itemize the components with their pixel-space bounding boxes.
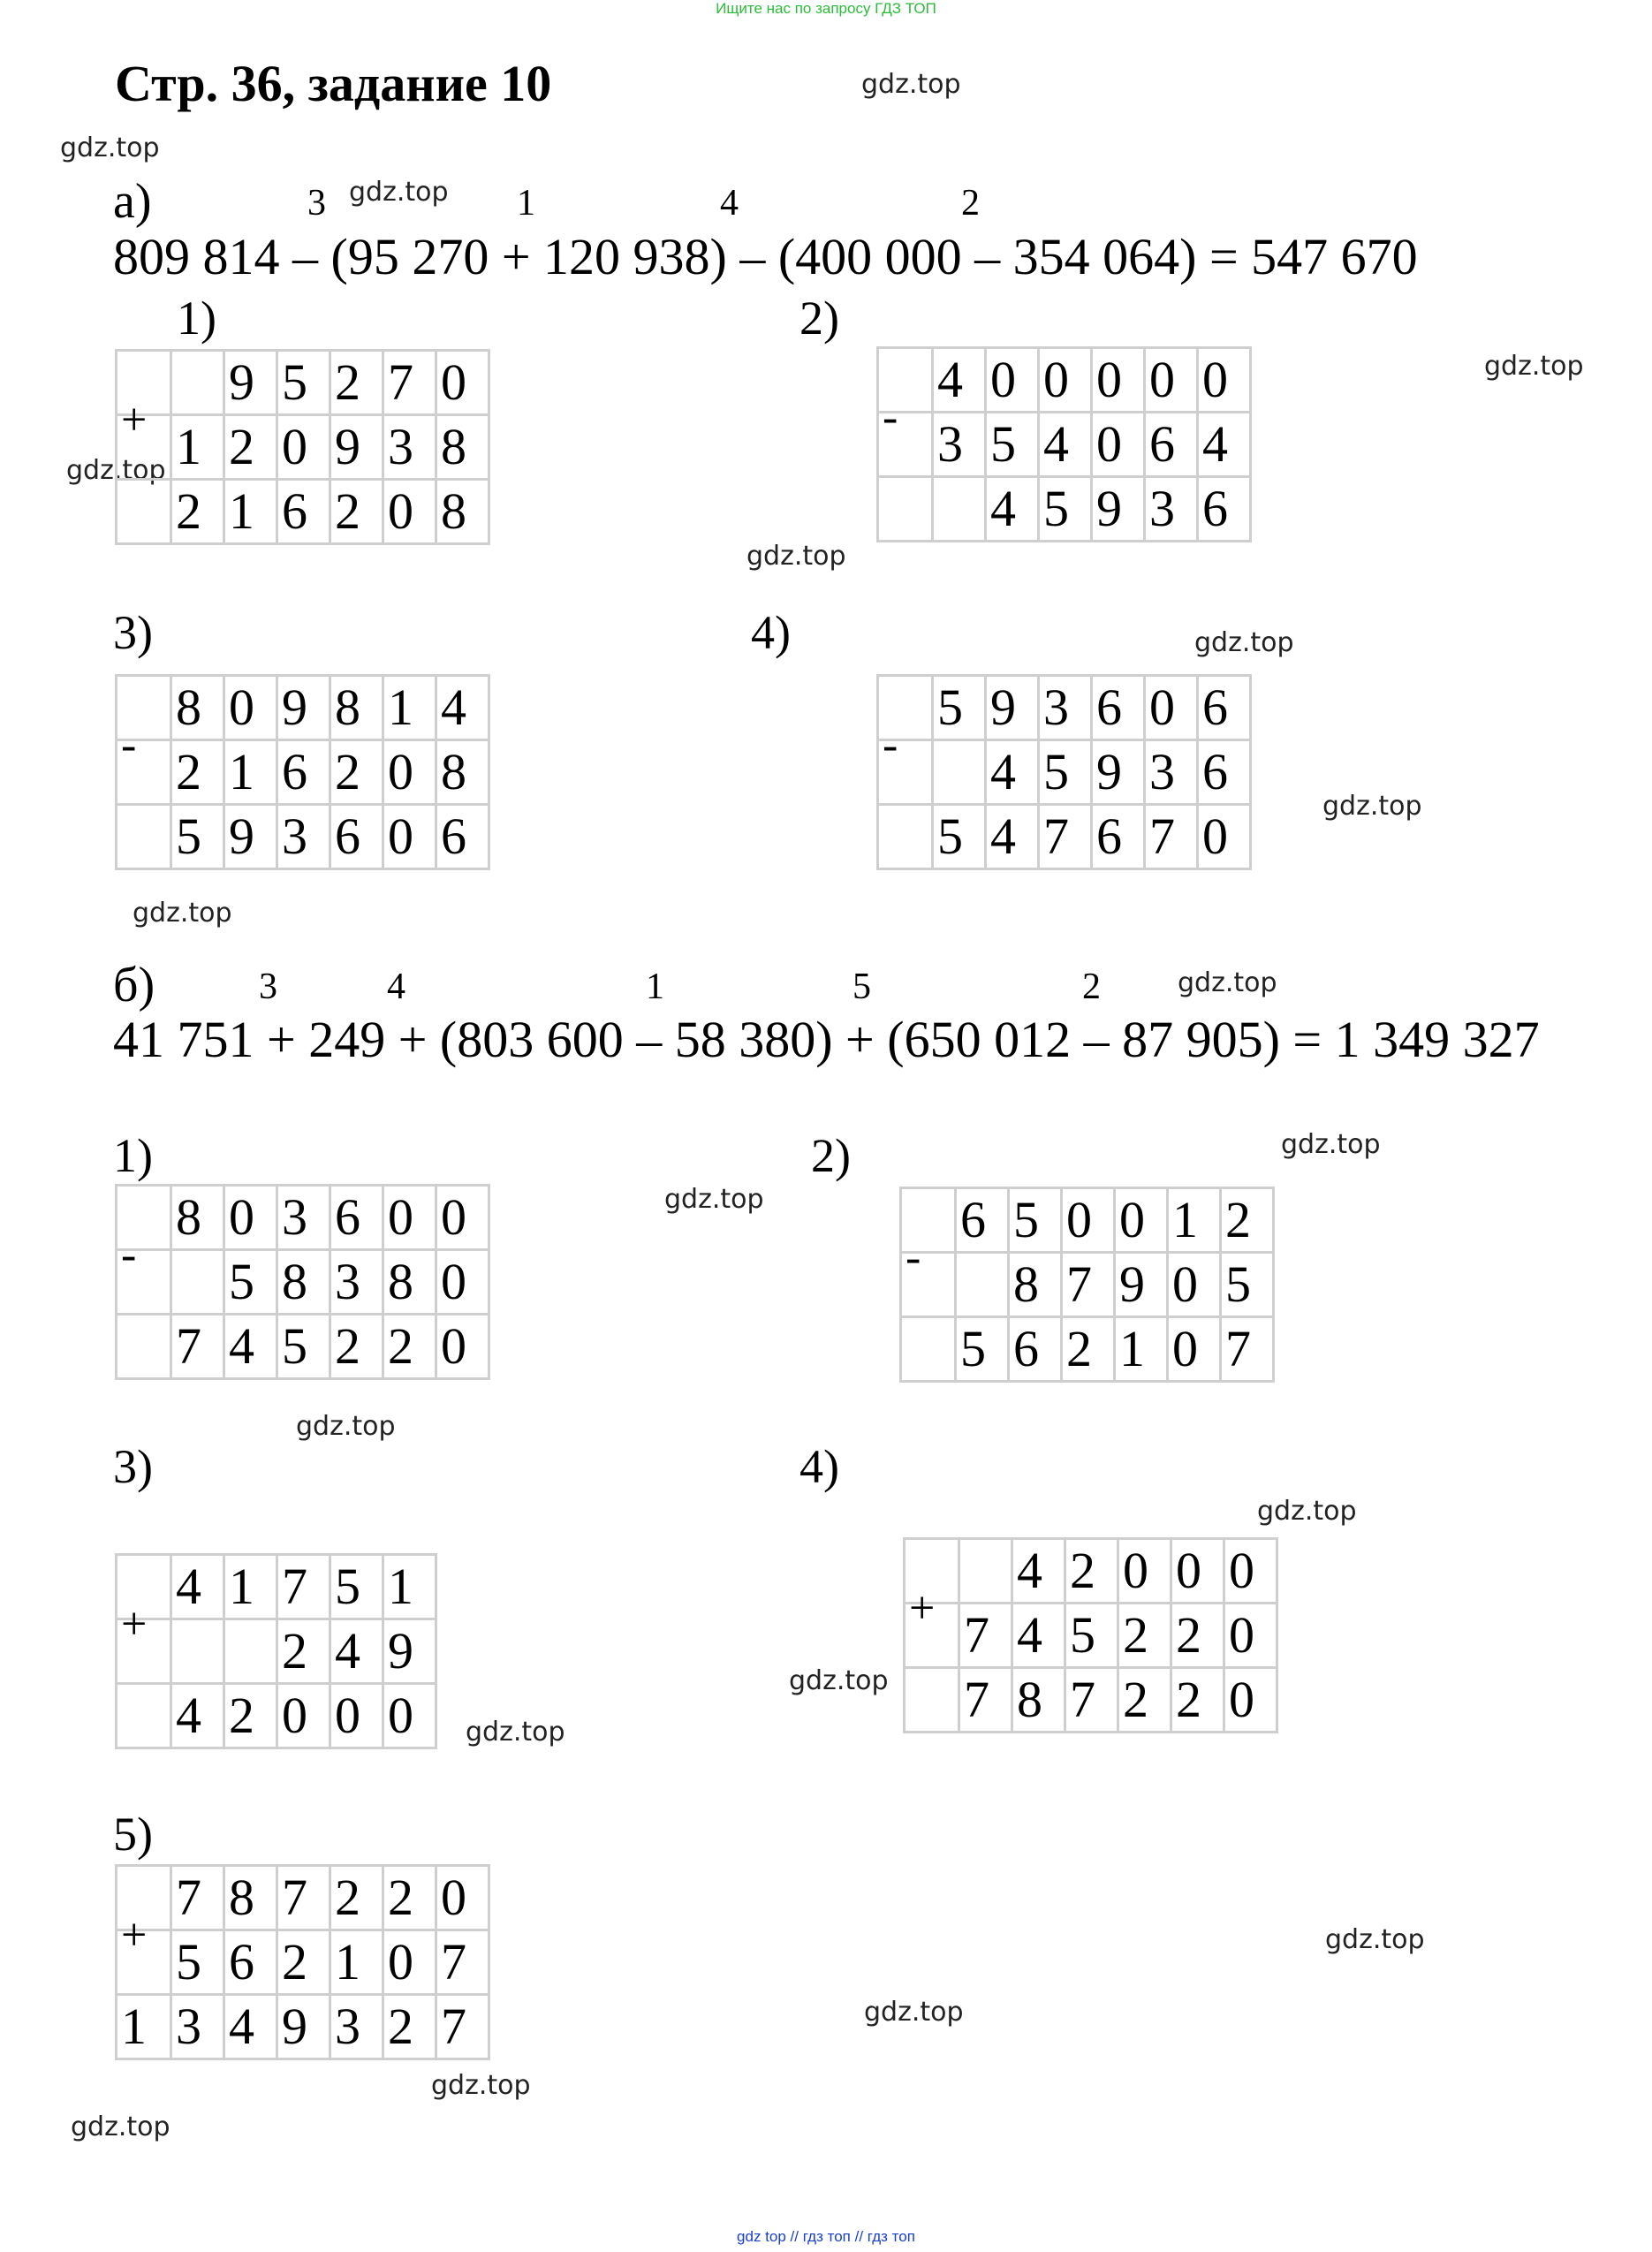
digit-cell: 0: [1062, 1188, 1115, 1253]
digit-cell: 0: [1118, 1539, 1171, 1604]
digit-cell: 8: [1012, 1668, 1065, 1733]
digit-cell: 5: [277, 351, 330, 415]
digit-cell: 8: [383, 1250, 436, 1315]
digit-cell: 6: [1145, 413, 1198, 477]
digit-cell: 9: [1115, 1253, 1168, 1317]
digit-cell: 3: [277, 1186, 330, 1250]
digit-cell: 1: [383, 676, 436, 740]
watermark: gdz.top: [789, 1665, 889, 1696]
watermark: gdz.top: [1178, 967, 1277, 998]
digit-cell: 7: [1145, 805, 1198, 869]
operator-sign: +: [117, 415, 171, 480]
operand-row: [117, 676, 489, 740]
digit-cell: 2: [1065, 1539, 1118, 1604]
digit-cell: 2: [224, 1684, 277, 1748]
digit-cell: 5: [986, 413, 1039, 477]
digit-cell: 2: [277, 1930, 330, 1995]
digit-cell: 7: [959, 1604, 1012, 1668]
digit-cell: 0: [383, 1186, 436, 1250]
digit-cell: 5: [330, 1555, 383, 1619]
operand-row: [117, 1619, 436, 1684]
digit-cell: [171, 351, 224, 415]
column-calc-b5: [115, 1864, 490, 2060]
column-calc-b4: [903, 1537, 1278, 1733]
step-label: 1): [177, 292, 216, 345]
digit-cell: 6: [1092, 676, 1145, 740]
digit-cell: 2: [383, 1866, 436, 1930]
digit-cell: 1: [224, 740, 277, 805]
digit-cell: 0: [277, 1684, 330, 1748]
digit-cell: 4: [224, 1995, 277, 2059]
digit-cell: 3: [1145, 740, 1198, 805]
digit-cell: 5: [171, 1930, 224, 1995]
result-row: [878, 805, 1251, 869]
digit-cell: 2: [1171, 1604, 1224, 1668]
part-b-label: б): [113, 958, 155, 1012]
operand-row: [117, 351, 489, 415]
digit-cell: 0: [436, 1866, 489, 1930]
operator-cell: [117, 480, 171, 544]
digit-cell: 5: [1009, 1188, 1062, 1253]
digit-cell: 2: [224, 415, 277, 480]
digit-cell: 0: [383, 1930, 436, 1995]
digit-cell: 6: [1092, 805, 1145, 869]
digit-cell: 3: [933, 413, 986, 477]
operator-cell: [878, 805, 933, 869]
operand-row: [878, 676, 1251, 740]
digit-cell: 8: [224, 1866, 277, 1930]
digit-cell: 8: [1009, 1253, 1062, 1317]
digit-cell: 2: [1062, 1317, 1115, 1382]
digit-cell: 9: [383, 1619, 436, 1684]
digit-cell: 4: [933, 348, 986, 413]
order-number: 4: [720, 183, 739, 224]
digit-cell: 7: [1065, 1668, 1118, 1733]
digit-cell: 0: [224, 676, 277, 740]
operand-row: [117, 1866, 489, 1930]
digit-cell: 7: [277, 1866, 330, 1930]
digit-cell: [171, 1619, 224, 1684]
digit-cell: 9: [224, 351, 277, 415]
digit-cell: 0: [383, 1684, 436, 1748]
digit-cell: 3: [277, 805, 330, 869]
digit-cell: 1: [224, 1555, 277, 1619]
watermark: gdz.top: [746, 541, 846, 572]
operator-sign: -: [117, 1250, 171, 1315]
digit-cell: 7: [959, 1668, 1012, 1733]
digit-cell: 2: [383, 1995, 436, 2059]
operator-cell: [117, 1315, 171, 1379]
digit-cell: 2: [171, 740, 224, 805]
digit-cell: 9: [224, 805, 277, 869]
column-calc-b1: [115, 1184, 490, 1380]
digit-cell: 7: [1062, 1253, 1115, 1317]
result-row: [117, 1684, 436, 1748]
operator-cell: [117, 1684, 171, 1748]
digit-cell: 2: [1118, 1668, 1171, 1733]
digit-cell: 2: [1118, 1604, 1171, 1668]
column-calc-a1: [115, 349, 490, 545]
digit-cell: 0: [383, 805, 436, 869]
operator-cell: [878, 477, 933, 542]
footer-link[interactable]: гдз топ: [802, 2228, 851, 2245]
digit-cell: 4: [1198, 413, 1251, 477]
digit-cell: 7: [277, 1555, 330, 1619]
digit-cell: 5: [277, 1315, 330, 1379]
operator-sign: -: [117, 740, 171, 805]
digit-cell: 9: [277, 676, 330, 740]
digit-cell: 0: [1145, 676, 1198, 740]
result-row: [117, 480, 489, 544]
digit-cell: 4: [1012, 1539, 1065, 1604]
digit-cell: [933, 477, 986, 542]
result-row: [905, 1668, 1277, 1733]
operator-sign: +: [117, 1619, 171, 1684]
digit-cell: 0: [1115, 1188, 1168, 1253]
digit-cell: 6: [1198, 477, 1251, 542]
column-calc-b3: [115, 1553, 437, 1749]
digit-cell: [171, 1250, 224, 1315]
digit-cell: 0: [277, 415, 330, 480]
digit-cell: 3: [171, 1995, 224, 2059]
column-calc-a4: [876, 674, 1252, 870]
step-label: 4): [751, 606, 791, 659]
watermark: gdz.top: [60, 133, 160, 163]
column-calc-a3: [115, 674, 490, 870]
digit-cell: 3: [1145, 477, 1198, 542]
footer-link[interactable]: gdz top: [737, 2228, 786, 2245]
digit-cell: 9: [986, 676, 1039, 740]
digit-cell: 0: [436, 1250, 489, 1315]
step-label: 3): [113, 1440, 153, 1493]
digit-cell: 4: [171, 1555, 224, 1619]
digit-cell: 9: [1092, 740, 1145, 805]
part-a-label: а): [113, 174, 152, 229]
digit-cell: 5: [1221, 1253, 1274, 1317]
digit-cell: 6: [436, 805, 489, 869]
operand-row: [901, 1253, 1274, 1317]
watermark: gdz.top: [296, 1411, 396, 1442]
watermark: gdz.top: [66, 455, 166, 486]
operand-row: [878, 348, 1251, 413]
watermark: gdz.top: [1257, 1496, 1357, 1527]
watermark: gdz.top: [1281, 1129, 1381, 1160]
operator-cell: [117, 805, 171, 869]
footer-separator: //: [854, 2228, 864, 2245]
footer-link[interactable]: гдз топ: [867, 2228, 915, 2245]
digit-cell: 0: [1224, 1539, 1277, 1604]
operand-row: [901, 1188, 1274, 1253]
digit-cell: 5: [224, 1250, 277, 1315]
digit-cell: 6: [224, 1930, 277, 1995]
digit-cell: 4: [1039, 413, 1092, 477]
digit-cell: 7: [383, 351, 436, 415]
watermark: gdz.top: [1325, 1924, 1425, 1955]
step-label: 3): [113, 606, 153, 659]
digit-cell: 0: [1224, 1668, 1277, 1733]
digit-cell: 2: [330, 1315, 383, 1379]
operator-sign: -: [878, 413, 933, 477]
order-number: 3: [259, 967, 277, 1007]
digit-cell: 7: [1221, 1317, 1274, 1382]
digit-cell: 8: [330, 676, 383, 740]
digit-cell: 1: [330, 1930, 383, 1995]
operator-sign: -: [901, 1253, 956, 1317]
result-row: [117, 805, 489, 869]
digit-cell: 6: [277, 740, 330, 805]
watermark: gdz.top: [71, 2112, 171, 2142]
digit-cell: 0: [436, 1186, 489, 1250]
watermark: gdz.top: [864, 1997, 964, 2028]
digit-cell: 0: [1092, 413, 1145, 477]
operator-cell: [901, 1317, 956, 1382]
column-calc-b2: [899, 1187, 1275, 1383]
order-number: 4: [387, 967, 405, 1007]
digit-cell: 1: [117, 1995, 171, 2059]
digit-cell: 4: [224, 1315, 277, 1379]
digit-cell: 3: [1039, 676, 1092, 740]
digit-cell: 8: [171, 1186, 224, 1250]
digit-cell: 4: [986, 805, 1039, 869]
operand-row: [878, 413, 1251, 477]
result-row: [117, 1995, 489, 2059]
digit-cell: 5: [1065, 1604, 1118, 1668]
order-number: 3: [307, 183, 326, 224]
digit-cell: 6: [330, 1186, 383, 1250]
digit-cell: 6: [1198, 676, 1251, 740]
digit-cell: 0: [1145, 348, 1198, 413]
digit-cell: 3: [383, 415, 436, 480]
digit-cell: [956, 1253, 1009, 1317]
operand-row: [905, 1539, 1277, 1604]
watermark: gdz.top: [664, 1184, 764, 1215]
digit-cell: 8: [277, 1250, 330, 1315]
digit-cell: 9: [1092, 477, 1145, 542]
digit-cell: 8: [171, 676, 224, 740]
digit-cell: 8: [436, 480, 489, 544]
digit-cell: 9: [330, 415, 383, 480]
step-label: 4): [799, 1440, 839, 1493]
order-number: 2: [1082, 967, 1101, 1007]
digit-cell: 2: [1171, 1668, 1224, 1733]
digit-cell: 1: [171, 415, 224, 480]
digit-cell: 5: [1039, 477, 1092, 542]
operator-sign: -: [878, 740, 933, 805]
digit-cell: 2: [383, 1315, 436, 1379]
digit-cell: 2: [171, 480, 224, 544]
digit-cell: [959, 1539, 1012, 1604]
digit-cell: 2: [1221, 1188, 1274, 1253]
watermark: gdz.top: [466, 1717, 565, 1748]
digit-cell: 0: [1092, 348, 1145, 413]
order-number: 2: [961, 183, 980, 224]
watermark: gdz.top: [133, 898, 232, 929]
column-calc-a2: [876, 346, 1252, 542]
operand-row: [117, 415, 489, 480]
digit-cell: 7: [171, 1866, 224, 1930]
order-number: 1: [517, 183, 535, 224]
result-row: [117, 1315, 489, 1379]
digit-cell: 0: [436, 351, 489, 415]
top-banner[interactable]: Ищите нас по запросу ГДЗ ТОП: [716, 0, 936, 17]
digit-cell: 1: [383, 1555, 436, 1619]
watermark: gdz.top: [431, 2070, 531, 2101]
operator-sign: +: [905, 1604, 959, 1668]
digit-cell: 3: [330, 1995, 383, 2059]
digit-cell: 8: [436, 740, 489, 805]
digit-cell: 0: [1198, 348, 1251, 413]
operand-row: [117, 1250, 489, 1315]
operand-row: [117, 1186, 489, 1250]
digit-cell: 2: [277, 1619, 330, 1684]
digit-cell: 7: [436, 1995, 489, 2059]
digit-cell: 5: [171, 805, 224, 869]
step-label: 2): [811, 1129, 851, 1182]
step-label: 2): [799, 292, 839, 345]
operator-sign: +: [117, 1930, 171, 1995]
digit-cell: 0: [1171, 1539, 1224, 1604]
digit-cell: 0: [330, 1684, 383, 1748]
digit-cell: 7: [436, 1930, 489, 1995]
digit-cell: 2: [330, 480, 383, 544]
step-label: 5): [113, 1808, 153, 1861]
digit-cell: 8: [436, 415, 489, 480]
digit-cell: 1: [1168, 1188, 1221, 1253]
digit-cell: 0: [383, 480, 436, 544]
operator-cell: [905, 1668, 959, 1733]
digit-cell: 3: [330, 1250, 383, 1315]
digit-cell: 4: [986, 477, 1039, 542]
order-number: 1: [646, 967, 664, 1007]
digit-cell: 6: [1009, 1317, 1062, 1382]
digit-cell: 4: [436, 676, 489, 740]
operand-row: [117, 740, 489, 805]
watermark: gdz.top: [1194, 627, 1294, 658]
digit-cell: 0: [436, 1315, 489, 1379]
operand-row: [117, 1930, 489, 1995]
digit-cell: 4: [986, 740, 1039, 805]
digit-cell: 0: [1224, 1604, 1277, 1668]
operand-row: [905, 1604, 1277, 1668]
digit-cell: 0: [1168, 1253, 1221, 1317]
digit-cell: 0: [383, 740, 436, 805]
watermark: gdz.top: [1322, 791, 1422, 822]
digit-cell: 4: [1012, 1604, 1065, 1668]
footer-links: [0, 2228, 1652, 2246]
watermark: gdz.top: [861, 69, 961, 100]
digit-cell: 7: [171, 1315, 224, 1379]
digit-cell: 0: [986, 348, 1039, 413]
digit-cell: 9: [277, 1995, 330, 2059]
digit-cell: 6: [277, 480, 330, 544]
operand-row: [878, 740, 1251, 805]
digit-cell: 2: [330, 740, 383, 805]
digit-cell: 6: [1198, 740, 1251, 805]
step-label: 1): [113, 1129, 153, 1182]
digit-cell: 2: [330, 1866, 383, 1930]
digit-cell: 5: [1039, 740, 1092, 805]
watermark: gdz.top: [1484, 351, 1584, 382]
digit-cell: 1: [1115, 1317, 1168, 1382]
digit-cell: 2: [330, 351, 383, 415]
watermark: gdz.top: [349, 177, 449, 208]
footer-separator: //: [790, 2228, 799, 2245]
digit-cell: 4: [171, 1684, 224, 1748]
digit-cell: 5: [956, 1317, 1009, 1382]
order-number: 5: [853, 967, 871, 1007]
digit-cell: 0: [224, 1186, 277, 1250]
digit-cell: 7: [1039, 805, 1092, 869]
digit-cell: [933, 740, 986, 805]
digit-cell: 0: [1168, 1317, 1221, 1382]
page-title: Стр. 36, задание 10: [115, 55, 552, 112]
digit-cell: 5: [933, 805, 986, 869]
digit-cell: 5: [933, 676, 986, 740]
result-row: [901, 1317, 1274, 1382]
digit-cell: 6: [330, 805, 383, 869]
digit-cell: [224, 1619, 277, 1684]
digit-cell: 0: [1198, 805, 1251, 869]
digit-cell: 6: [956, 1188, 1009, 1253]
expression-a: 809 814 – (95 270 + 120 938) – (400 000 – 354 064) = 547 670: [113, 228, 1418, 285]
digit-cell: 0: [1039, 348, 1092, 413]
digit-cell: 1: [224, 480, 277, 544]
operand-row: [117, 1555, 436, 1619]
result-row: [878, 477, 1251, 542]
digit-cell: 4: [330, 1619, 383, 1684]
expression-b: 41 751 + 249 + (803 600 – 58 380) + (650 012 – 87 905) = 1 349 327: [113, 1011, 1540, 1068]
